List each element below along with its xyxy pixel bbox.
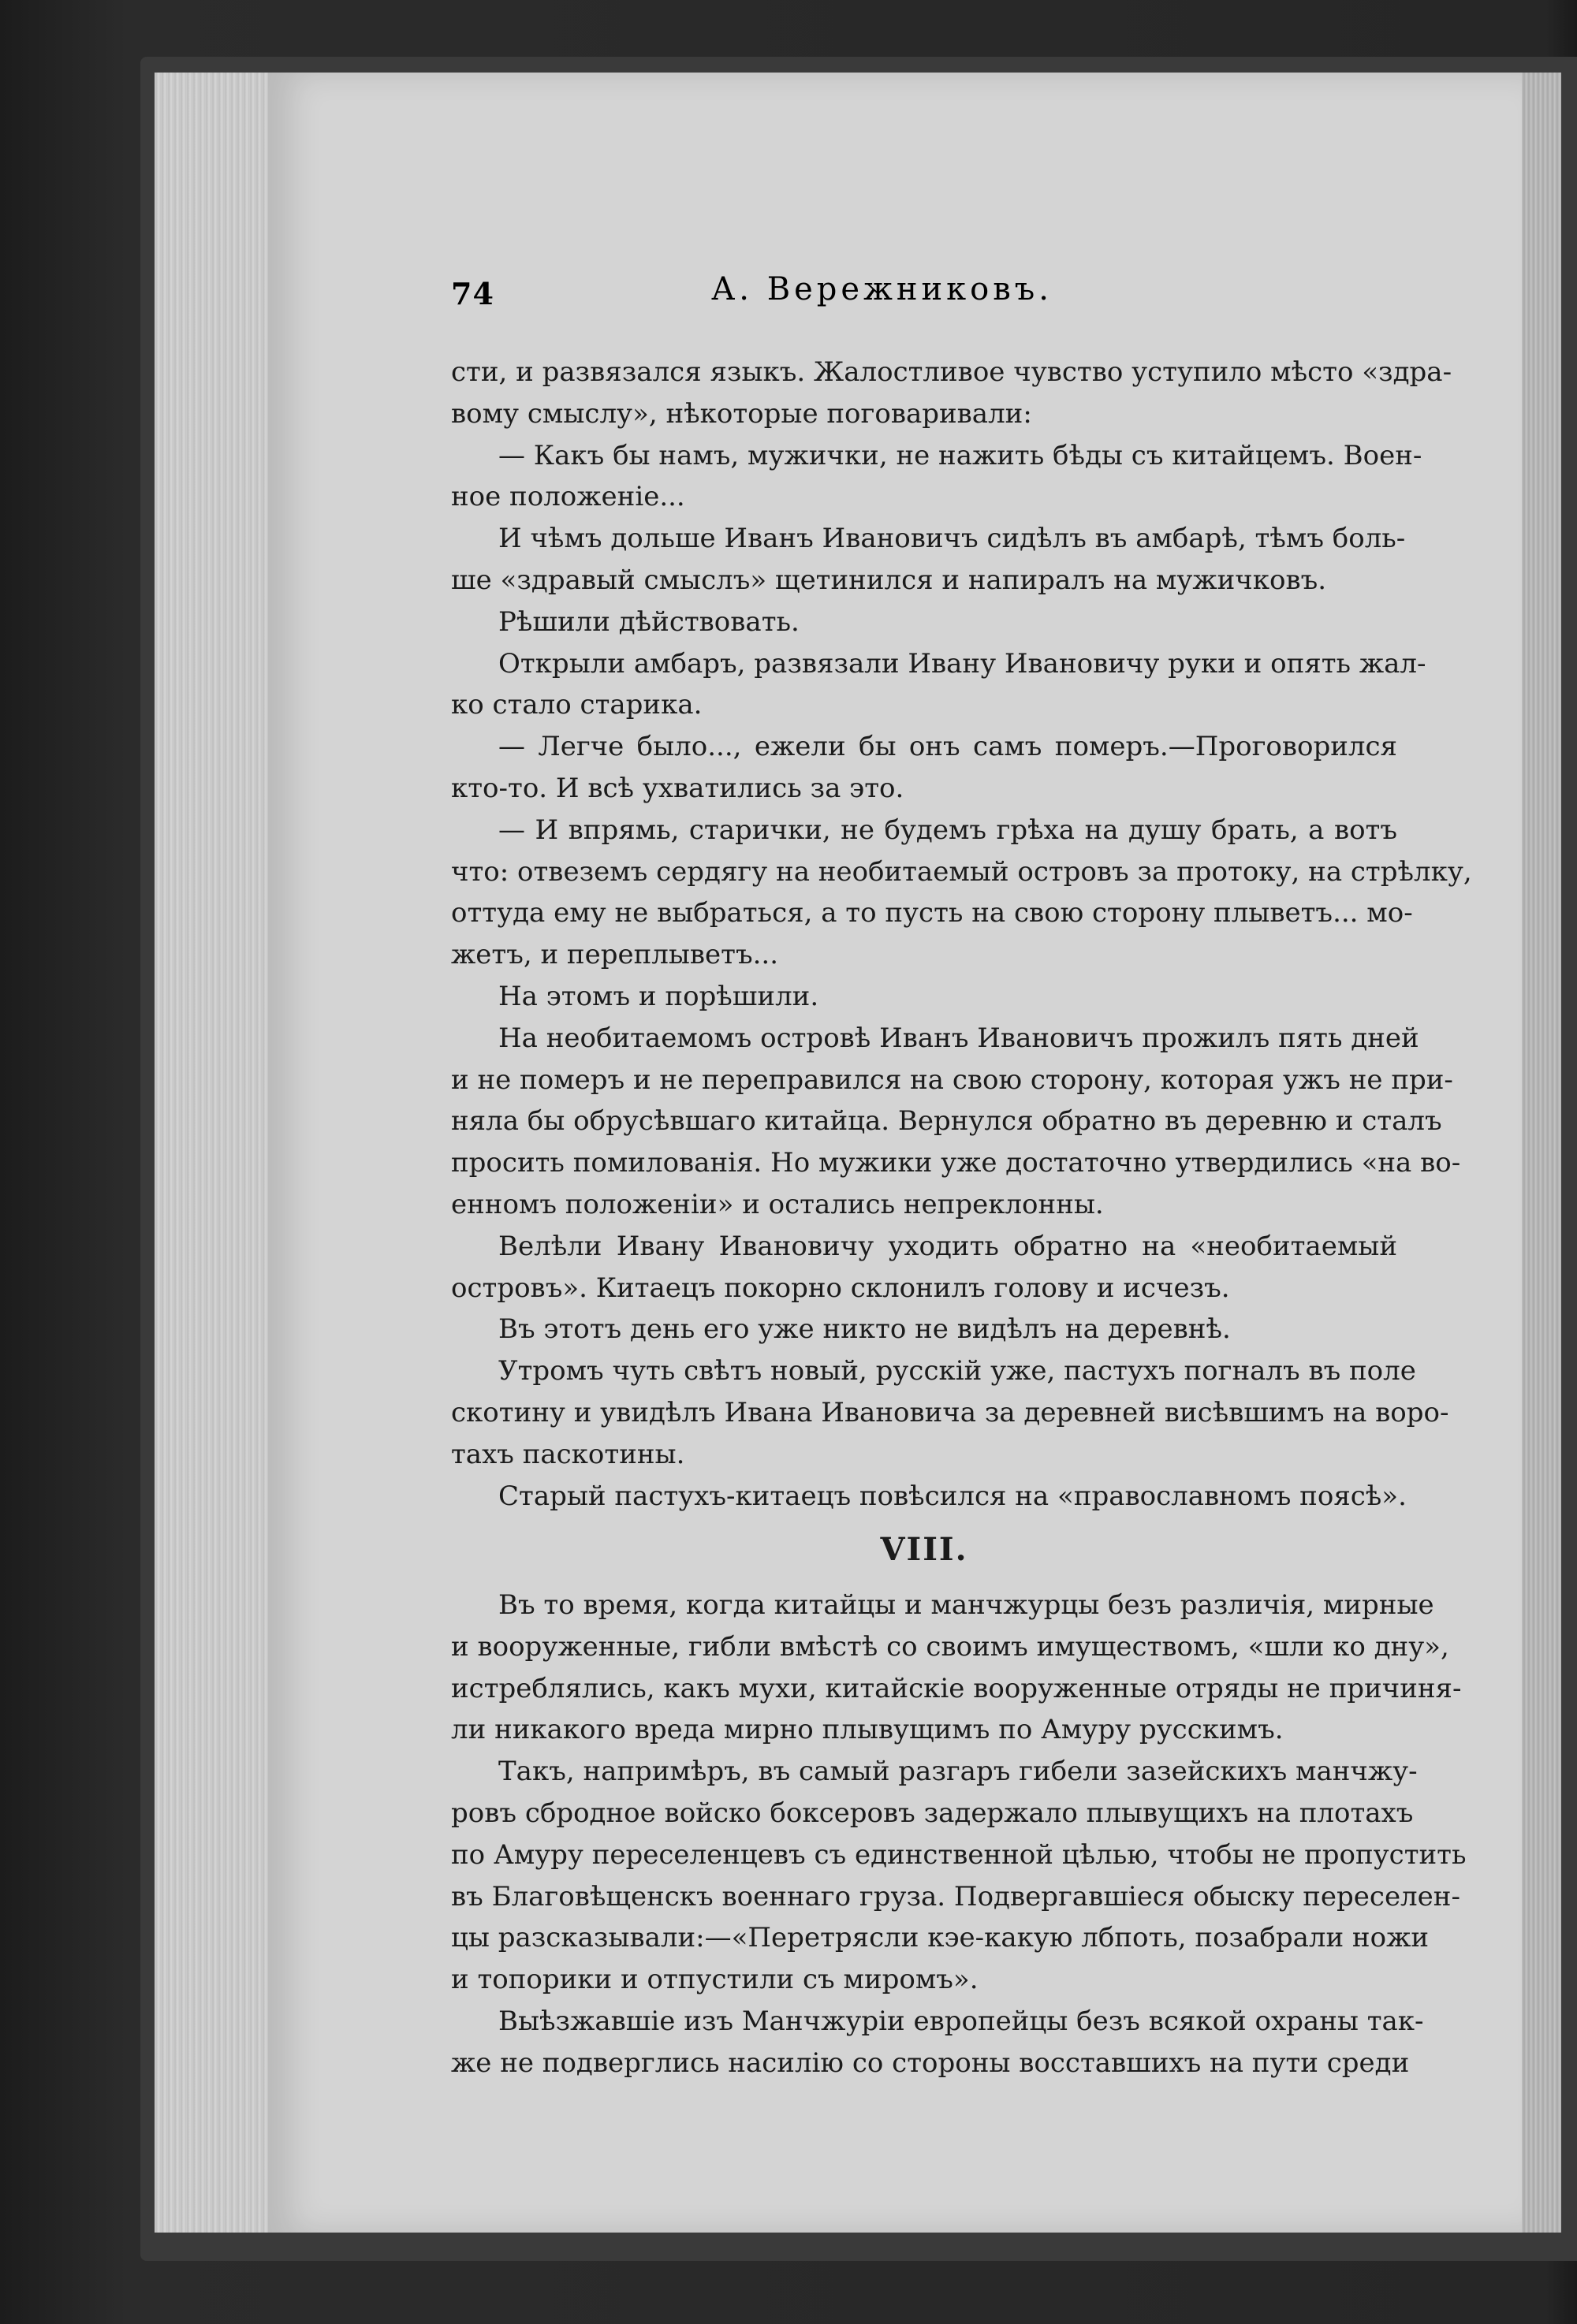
text-line: ное положеніе... [451,481,685,513]
text-line: Утромъ чуть свѣтъ новый, русскій уже, пастухъ погналъ въ поле [498,1355,1416,1387]
text-line: — И впрямь, старички, не будемъ грѣха на душу брать, а вотъ [498,814,1397,846]
text-line: Открыли амбаръ, развязали Ивану Ивановичу руки и опять жал- [498,647,1426,680]
text-line: просить помилованія. Но мужики уже достаточно утвердились «на во- [451,1147,1461,1179]
text-line: сти, и развязался языкъ. Жалостливое чувство уступило мѣсто «здра- [451,356,1452,388]
text-line: И чѣмъ дольше Иванъ Ивановичъ сидѣлъ въ амбарѣ, тѣмъ боль- [498,523,1406,555]
text-line: Велѣли Ивану Ивановичу уходить обратно на «необитаемый [498,1230,1397,1262]
text-line: Такъ, напримѣръ, въ самый разгаръ гибели зазейскихъ манчжу- [498,1756,1418,1788]
text-line: енномъ положеніи» и остались непреклонны. [451,1188,1104,1220]
text-line: и топорики и отпустили съ миромъ». [451,1964,979,1996]
text-line: островъ». Китаецъ покорно склонилъ голову и исчезъ. [451,1272,1230,1304]
text-line: вому смыслу», нѣкоторые поговаривали: [451,397,1032,430]
text-line: Выѣзжавшіе изъ Манчжуріи европейцы безъ всякой охраны так- [498,2005,1424,2037]
body-text-part-2 [451,1585,1467,2084]
text-line: и вооруженные, гибли вмѣстѣ со своимъ имуществомъ, «шли ко дну», [451,1630,1449,1663]
text-line: и не померъ и не переправился на свою сторону, которая ужъ не при- [451,1063,1453,1096]
text-line: Въ этотъ день его уже никто не видѣлъ на деревнѣ. [498,1313,1231,1346]
text-line: ко стало старика. [451,689,703,721]
running-head [451,271,1394,323]
text-line: ли никакого вреда мирно плывущимъ по Амуру русскимъ. [451,1714,1284,1746]
text-line: по Амуру переселенцевъ съ единственной цѣлью, чтобы не пропустить [451,1838,1467,1871]
text-line: скотину и увидѣлъ Ивана Ивановича за деревней висѣвшимъ на воро- [451,1396,1449,1428]
page-edges-right [1522,73,1561,2233]
section-heading: VIII. [880,1531,968,1569]
text-line: кто-то. И всѣ ухватились за это. [451,772,904,804]
text-line: цы разсказывали:—«Перетрясли кэе-какую лбпоть, позабрали ножи [451,1922,1430,1954]
text-line: ше «здравый смыслъ» щетинился и напиралъ на мужичковъ. [451,564,1327,596]
text-line: же не подверглись насилію со стороны восставшихъ на пути среди [451,2047,1410,2079]
text-line: Рѣшили дѣйствовать. [498,605,800,638]
text-line: въ Благовѣщенскъ военнаго груза. Подвергавшіеся обыску переселен- [451,1880,1460,1912]
text-line: На этомъ и порѣшили. [498,980,819,1012]
text-line: няла бы обрусѣвшаго китайца. Вернулся обратно въ деревню и сталъ [451,1105,1442,1138]
page-number: 74 [451,276,494,311]
text-line: истреблялись, какъ мухи, китайскіе вооруженные отряды не причиня- [451,1672,1462,1704]
text-line: жетъ, и переплыветъ... [451,939,779,971]
body-text-part-1 [451,352,1472,1585]
text-line: — Какъ бы намъ, мужички, не нажить бѣды съ китайцемъ. Воен- [498,439,1422,471]
running-title: А. Вережниковъ. [711,271,1053,307]
text-line: Въ то время, когда китайцы и манчжурцы безъ различія, мирные [498,1589,1434,1621]
text-line: На необитаемомъ островѣ Иванъ Ивановичъ прожилъ пять дней [498,1022,1419,1054]
text-line: тахъ паскотины. [451,1438,685,1470]
text-line: оттуда ему не выбраться, а то пусть на свою сторону плыветъ... мо- [451,897,1413,929]
text-line: Старый пастухъ-китаецъ повѣсился на «православномъ поясѣ». [498,1480,1407,1512]
text-line: — Легче было..., ежели бы онъ самъ померъ.—Проговорился [498,731,1397,763]
text-line: ровъ сбродное войско боксеровъ задержало плывущихъ на плотахъ [451,1797,1414,1829]
text-line: что: отвеземъ сердягу на необитаемый островъ за протоку, на стрѣлку, [451,855,1472,888]
